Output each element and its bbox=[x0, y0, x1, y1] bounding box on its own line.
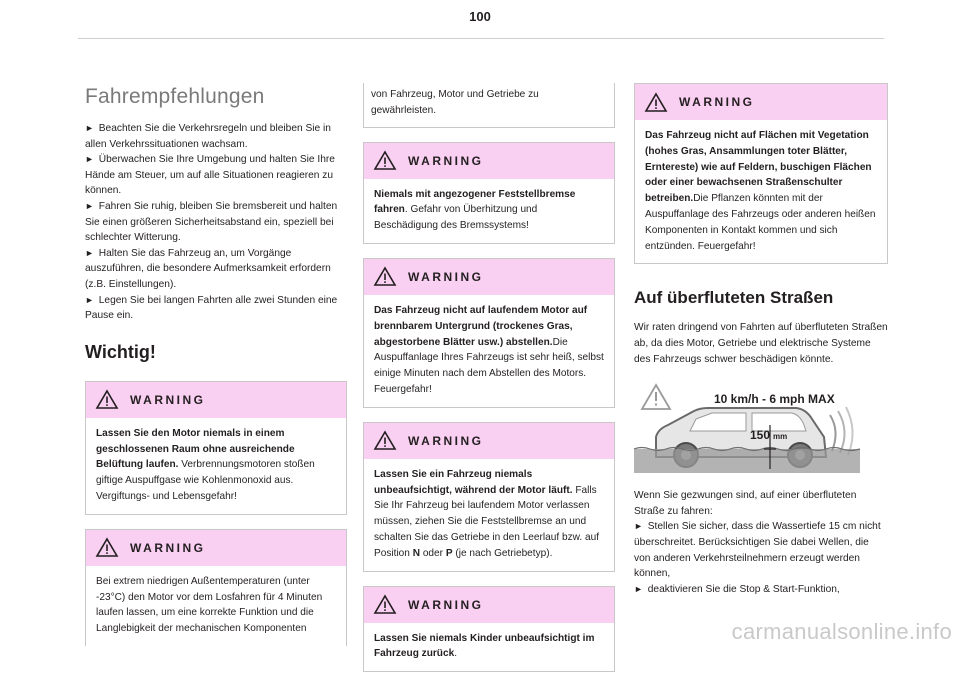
column-right bbox=[634, 83, 888, 597]
warning-title: WARNING bbox=[408, 153, 484, 168]
water-depth-value: 150 bbox=[750, 428, 771, 443]
warning-title: WARNING bbox=[408, 433, 484, 448]
warning-box bbox=[363, 422, 615, 572]
section-heading-driving-tips: Fahrempfehlungen bbox=[85, 85, 265, 108]
warning-title: WARNING bbox=[130, 392, 206, 407]
arrow-bullet-icon: ► bbox=[85, 123, 94, 133]
list-item: ► Stellen Sie sicher, dass die Wassertiefe 15 cm nicht überschreitet. Berücksichtigen Sie dabei Wellen, die von anderen Verkehrsteilnehmern erzeugt werden können, bbox=[634, 521, 881, 580]
warning-header bbox=[364, 259, 614, 295]
warning-title: WARNING bbox=[679, 95, 755, 109]
warning-title: WARNING bbox=[408, 597, 484, 612]
warning-header bbox=[364, 143, 614, 179]
warning-header bbox=[86, 530, 346, 566]
warning-text: Lassen Sie niemals Kinder unbeaufsichtigt im Fahrzeug zurück. bbox=[374, 632, 595, 660]
warning-text: Lassen Sie den Motor niemals in einem geschlossenen Raum ohne ausreichende Belüftung laufen. Verbrennungsmotoren stoßen giftige Auspuffgase wie Kohlenmonoxid aus. Vergiftungs- und Lebensgefahr! bbox=[96, 427, 315, 502]
arrow-bullet-icon: ► bbox=[85, 200, 94, 211]
warning-box bbox=[363, 142, 615, 244]
driving-tips-list bbox=[85, 121, 347, 324]
warning-triangle-icon bbox=[645, 93, 667, 112]
list-item: ► Beachten Sie die Verkehrsregeln und bleiben Sie in allen Verkehrssituationen wachsam. bbox=[85, 123, 331, 150]
warning-box bbox=[363, 586, 615, 673]
warning-box bbox=[634, 83, 888, 264]
flood-intro-text: Wir raten dringend von Fahrten auf überfluteten Straßen ab, da dies Motor, Getriebe und elektrische Systeme des Fahrzeugs schwer beschädigen könnte. bbox=[634, 322, 888, 365]
warning-title: WARNING bbox=[408, 269, 484, 284]
section-heading-important: Wichtig! bbox=[85, 341, 156, 362]
warning-header bbox=[86, 382, 346, 418]
warning-text: Niemals mit angezogener Feststellbremse fahren. Gefahr von Überhitzung und Beschädigung des Bremssystems! bbox=[374, 188, 576, 232]
warning-triangle-icon bbox=[374, 151, 396, 170]
arrow-bullet-icon: ► bbox=[85, 154, 94, 165]
arrow-bullet-icon: ► bbox=[634, 521, 643, 532]
warning-triangle-icon bbox=[96, 538, 118, 557]
header-divider bbox=[78, 38, 884, 39]
speed-limit-label: 10 km/h - 6 mph MAX bbox=[714, 392, 835, 407]
warning-header bbox=[635, 84, 887, 120]
warning-box bbox=[85, 381, 347, 515]
warning-triangle-icon bbox=[374, 267, 396, 286]
warning-text: Lassen Sie ein Fahrzeug niemals unbeaufsichtigt, während der Motor läuft. Falls Sie Ihr Fahrzeug bei laufendem Motor verlassen müssen, ziehen Sie die Feststellbremse an und schalten Sie das Getriebe in den Leerlauf bzw. auf Position N oder P (je nach Getriebetyp). bbox=[374, 468, 600, 559]
watermark: carmanualsonline.info bbox=[731, 619, 952, 644]
page-number: 100 bbox=[469, 9, 491, 24]
warning-header bbox=[364, 423, 614, 459]
arrow-bullet-icon: ► bbox=[85, 294, 94, 305]
warning-text: Bei extrem niedrigen Außentemperaturen (unter -23°C) den Motor vor dem Losfahren für 4 Minuten laufen lassen, um eine korrekte Funktion und die Langlebigkeit der mechanischen Komponenten bbox=[96, 575, 323, 635]
warning-title: WARNING bbox=[130, 540, 206, 555]
warning-box bbox=[363, 258, 615, 408]
flood-lead-text: Wenn Sie gezwungen sind, auf einer überfluteten Straße zu fahren: bbox=[634, 490, 857, 517]
arrow-bullet-icon: ► bbox=[85, 247, 94, 258]
list-item: ► deaktivieren Sie die Stop & Start-Funktion, bbox=[634, 583, 840, 595]
warning-triangle-icon bbox=[374, 595, 396, 614]
warning-text: Das Fahrzeug nicht auf Flächen mit Vegetation (hohes Gras, Ansammlungen toter Blätter, Erntereste) wie auf Feldern, buschigen Flächen oder einer bewachsenen Straßenschulter betreiben.Die Pflanzen könnten mit der Auspuffanlage des Fahrzeugs oder anderen heißen Komponenten in Kontakt kommen und sich entzünden. Feuergefahr! bbox=[645, 130, 876, 252]
column-middle bbox=[363, 83, 615, 686]
section-heading-flooded-roads: Auf überfluteten Straßen bbox=[634, 288, 834, 308]
column-left bbox=[85, 83, 347, 660]
arrow-bullet-icon: ► bbox=[634, 583, 643, 594]
warning-triangle-icon bbox=[96, 390, 118, 409]
warning-box bbox=[85, 529, 347, 646]
flooded-road-illustration bbox=[634, 379, 860, 473]
list-item: ► Überwachen Sie Ihre Umgebung und halten Sie Ihre Hände am Steuer, um auf alle Situationen reagieren zu können. bbox=[85, 154, 335, 197]
list-item: ► Fahren Sie ruhig, bleiben Sie bremsbereit und halten Sie einen größeren Sicherheitsabstand ein, speziell bei schlechter Witterung. bbox=[85, 200, 338, 244]
warning-header bbox=[364, 587, 614, 623]
list-item: ► Legen Sie bei langen Fahrten alle zwei Stunden eine Pause ein. bbox=[85, 294, 338, 322]
warning-continuation: von Fahrzeug, Motor und Getriebe zu gewährleisten. bbox=[363, 83, 615, 128]
list-item: ► Halten Sie das Fahrzeug an, um Vorgänge auszuführen, die besondere Aufmerksamkeit erfordern (z.B. Einstellungen). bbox=[85, 247, 331, 290]
flood-instructions bbox=[634, 488, 888, 597]
warning-text: Das Fahrzeug nicht auf laufendem Motor auf brennbarem Untergrund (trockenes Gras, abgestorbene Blätter usw.) abstellen.Die Auspuffanlage Ihres Fahrzeugs ist sehr heiß, selbst einige Minuten nach dem Abstellen des Motors. Feuergefahr! bbox=[374, 304, 604, 395]
warning-triangle-icon bbox=[374, 431, 396, 450]
water-depth-unit: mm bbox=[773, 432, 788, 442]
